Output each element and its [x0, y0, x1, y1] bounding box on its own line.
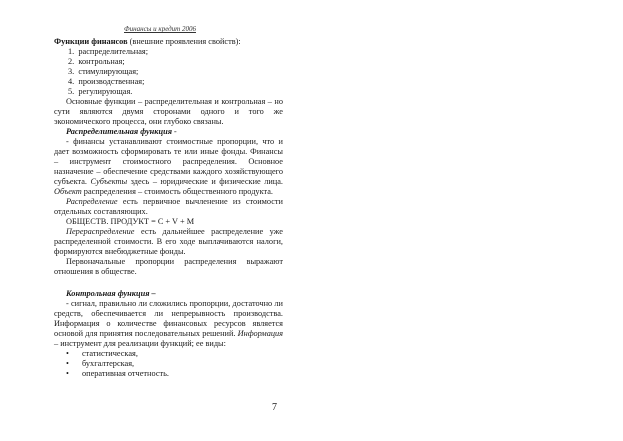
functions-intro: [54, 37, 283, 47]
list-item: • бухгалтерская,: [66, 359, 283, 369]
list-item: 1. распределительная;: [68, 47, 149, 56]
list-item: • оперативная отчетность.: [66, 369, 283, 379]
page-number: 7: [272, 402, 277, 413]
control-heading: Контрольная функция –: [66, 289, 156, 298]
list-item: 5. регулирующая.: [68, 87, 133, 96]
running-header: Финансы и кредит 2006: [124, 25, 196, 33]
list-item: 3. стимулирующая;: [68, 67, 139, 76]
list-item: 2. контрольная;: [68, 57, 125, 66]
control-paragraph: - сигнал, правильно ли сложились пропорции, достаточно ли средств, обеспечивается ли непрерывность производства. Информация о количестве финансовых ресурсов является основой для принятия последовательных решений. Информация – инструмент для реализации функций; ее виды:: [54, 299, 283, 348]
list-item: • статистическая,: [66, 349, 283, 359]
functions-intro-rest: (внешние проявления свойств):: [127, 37, 241, 46]
function-list: [68, 47, 283, 97]
info-types-list: [66, 349, 283, 379]
formula: ОБЩЕСТВ. ПРОДУКТ = C + V + M: [66, 217, 195, 226]
initial-proportions-paragraph: Первоначальные пропорции распределения выражают отношения в обществе.: [54, 257, 283, 276]
distributive-paragraph: - финансы устанавливают стоимостные пропорции, что и дает возможность сформировать те или иные фонды. Финансы – инструмент стоимостного распределения. Основное назначение – обеспечение средствами каждого хозяйствующего субъекта. Субъекты здесь – юридические и физические лица. Объект распределения – стоимость общественного продукта.: [54, 137, 283, 196]
list-item: 4. производственная;: [68, 77, 145, 86]
page-body: [54, 37, 283, 379]
distributive-heading: Распределительная функция -: [66, 127, 177, 136]
redistribution-paragraph: Перераспределение есть дальнейшее распределение уже распределенной стоимости. В его ходе выплачиваются налоги, формируются внебюджетные фонды.: [54, 227, 283, 256]
functions-title: Функции финансов: [54, 37, 128, 46]
distribution-paragraph: Распределение есть первичное вычленение из стоимости отдельных составляющих.: [54, 197, 283, 216]
basic-functions-paragraph: Основные функции – распределительная и контрольная – но сути являются двумя сторонами одного и того же экономического процесса, они глубоко связаны.: [54, 97, 283, 126]
